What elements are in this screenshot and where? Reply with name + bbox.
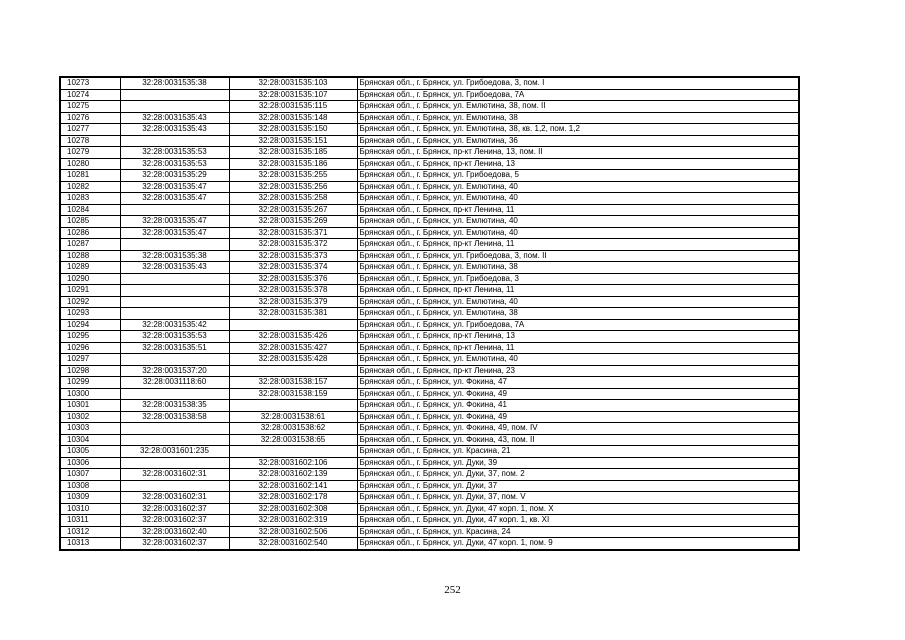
- address-cell: Брянская обл., г. Брянск, ул. Дуки, 47 корп. 1, кв. XI: [357, 515, 799, 527]
- land-plot-cadastral-cell: [120, 285, 229, 297]
- building-cadastral-cell: 32:28:0031535:256: [229, 181, 357, 193]
- address-cell: Брянская обл., г. Брянск, ул. Емлютина, 40: [357, 216, 799, 228]
- address-cell: Брянская обл., г. Брянск, ул. Емлютина, 40: [357, 181, 799, 193]
- table-row: [60, 331, 799, 343]
- address-cell: Брянская обл., г. Брянск, ул. Емлютина, 38, кв. 1,2, пом. 1,2: [357, 124, 799, 136]
- building-cadastral-cell: 32:28:0031535:107: [229, 89, 357, 101]
- building-cadastral-cell: 32:28:0031535:269: [229, 216, 357, 228]
- building-cadastral-cell: 32:28:0031535:185: [229, 147, 357, 159]
- address-cell: Брянская обл., г. Брянск, ул. Дуки, 47 корп. 1, пом. Х: [357, 503, 799, 515]
- building-cadastral-cell: 32:28:0031535:267: [229, 204, 357, 216]
- table-row: [60, 147, 799, 159]
- land-plot-cadastral-cell: [120, 296, 229, 308]
- land-plot-cadastral-cell: [120, 457, 229, 469]
- land-plot-cadastral-cell: 32:28:0031602:37: [120, 515, 229, 527]
- table-row: [60, 538, 799, 550]
- building-cadastral-cell: 32:28:0031535:379: [229, 296, 357, 308]
- table-row: [60, 193, 799, 205]
- table-row: [60, 434, 799, 446]
- row-number-cell: 10278: [60, 135, 120, 147]
- land-plot-cadastral-cell: 32:28:0031601:235: [120, 446, 229, 458]
- land-plot-cadastral-cell: 32:28:0031535:43: [120, 112, 229, 124]
- building-cadastral-cell: 32:28:0031602:540: [229, 538, 357, 550]
- land-plot-cadastral-cell: 32:28:0031535:43: [120, 124, 229, 136]
- building-cadastral-cell: 32:28:0031602:319: [229, 515, 357, 527]
- land-plot-cadastral-cell: 32:28:0031535:38: [120, 77, 229, 89]
- table-row: [60, 388, 799, 400]
- table-row: [60, 469, 799, 481]
- row-number-cell: 10297: [60, 354, 120, 366]
- table-row: [60, 365, 799, 377]
- row-number-cell: 10298: [60, 365, 120, 377]
- building-cadastral-cell: 32:28:0031535:381: [229, 308, 357, 320]
- land-plot-cadastral-cell: [120, 239, 229, 251]
- building-cadastral-cell: 32:28:0031535:427: [229, 342, 357, 354]
- address-cell: Брянская обл., г. Брянск, ул. Грибоедова, 7А: [357, 89, 799, 101]
- address-cell: Брянская обл., г. Брянск, ул. Грибоедова, 3, пом. II: [357, 250, 799, 262]
- table-row: [60, 480, 799, 492]
- table-row: [60, 492, 799, 504]
- land-plot-cadastral-cell: [120, 273, 229, 285]
- address-cell: Брянская обл., г. Брянск, ул. Фокина, 49: [357, 411, 799, 423]
- table-row: [60, 227, 799, 239]
- land-plot-cadastral-cell: 32:28:0031538:58: [120, 411, 229, 423]
- row-number-cell: 10300: [60, 388, 120, 400]
- land-plot-cadastral-cell: 32:28:0031602:37: [120, 538, 229, 550]
- building-cadastral-cell: 32:28:0031535:150: [229, 124, 357, 136]
- row-number-cell: 10307: [60, 469, 120, 481]
- land-plot-cadastral-cell: 32:28:0031535:47: [120, 216, 229, 228]
- row-number-cell: 10280: [60, 158, 120, 170]
- row-number-cell: 10309: [60, 492, 120, 504]
- land-plot-cadastral-cell: [120, 423, 229, 435]
- row-number-cell: 10284: [60, 204, 120, 216]
- row-number-cell: 10289: [60, 262, 120, 274]
- row-number-cell: 10274: [60, 89, 120, 101]
- table-row: [60, 124, 799, 136]
- row-number-cell: 10312: [60, 526, 120, 538]
- building-cadastral-cell: 32:28:0031602:506: [229, 526, 357, 538]
- land-plot-cadastral-cell: [120, 388, 229, 400]
- building-cadastral-cell: 32:28:0031538:157: [229, 377, 357, 389]
- address-cell: Брянская обл., г. Брянск, ул. Емлютина, 40: [357, 227, 799, 239]
- table-row: [60, 204, 799, 216]
- address-cell: Брянская обл., г. Брянск, пр-кт Ленина, 13, пом. II: [357, 147, 799, 159]
- row-number-cell: 10294: [60, 319, 120, 331]
- page-number: 252: [444, 584, 461, 596]
- address-cell: Брянская обл., г. Брянск, ул. Дуки, 37: [357, 480, 799, 492]
- building-cadastral-cell: 32:28:0031602:178: [229, 492, 357, 504]
- address-cell: Брянская обл., г. Брянск, ул. Грибоедова, 7А: [357, 319, 799, 331]
- row-number-cell: 10303: [60, 423, 120, 435]
- address-cell: Брянская обл., г. Брянск, ул. Фокина, 43, пом. II: [357, 434, 799, 446]
- building-cadastral-cell: 32:28:0031535:151: [229, 135, 357, 147]
- building-cadastral-cell: 32:28:0031535:373: [229, 250, 357, 262]
- building-cadastral-cell: 32:28:0031538:65: [229, 434, 357, 446]
- row-number-cell: 10290: [60, 273, 120, 285]
- row-number-cell: 10302: [60, 411, 120, 423]
- building-cadastral-cell: 32:28:0031602:308: [229, 503, 357, 515]
- address-cell: Брянская обл., г. Брянск, ул. Емлютина, 36: [357, 135, 799, 147]
- building-cadastral-cell: 32:28:0031535:115: [229, 101, 357, 113]
- address-cell: Брянская обл., г. Брянск, ул. Емлютина, 40: [357, 193, 799, 205]
- row-number-cell: 10276: [60, 112, 120, 124]
- land-plot-cadastral-cell: [120, 308, 229, 320]
- land-plot-cadastral-cell: 32:28:0031602:31: [120, 469, 229, 481]
- table-row: [60, 423, 799, 435]
- table-row: [60, 400, 799, 412]
- building-cadastral-cell: 32:28:0031535:255: [229, 170, 357, 182]
- land-plot-cadastral-cell: 32:28:0031535:51: [120, 342, 229, 354]
- row-number-cell: 10308: [60, 480, 120, 492]
- land-plot-cadastral-cell: 32:28:0031535:38: [120, 250, 229, 262]
- table-row: [60, 262, 799, 274]
- row-number-cell: 10313: [60, 538, 120, 550]
- land-plot-cadastral-cell: 32:28:0031535:29: [120, 170, 229, 182]
- building-cadastral-cell: 32:28:0031602:141: [229, 480, 357, 492]
- row-number-cell: 10304: [60, 434, 120, 446]
- land-plot-cadastral-cell: [120, 480, 229, 492]
- address-cell: Брянская обл., г. Брянск, ул. Емлютина, 38: [357, 262, 799, 274]
- land-plot-cadastral-cell: [120, 89, 229, 101]
- address-cell: Брянская обл., г. Брянск, ул. Фокина, 49, пом. IV: [357, 423, 799, 435]
- table-row: [60, 377, 799, 389]
- table-row: [60, 158, 799, 170]
- land-plot-cadastral-cell: 32:28:0031535:53: [120, 158, 229, 170]
- row-number-cell: 10310: [60, 503, 120, 515]
- table-row: [60, 342, 799, 354]
- row-number-cell: 10279: [60, 147, 120, 159]
- address-cell: Брянская обл., г. Брянск, пр-кт Ленина, 11: [357, 239, 799, 251]
- table-row: [60, 446, 799, 458]
- building-cadastral-cell: 32:28:0031538:159: [229, 388, 357, 400]
- building-cadastral-cell: [229, 365, 357, 377]
- building-cadastral-cell: 32:28:0031535:428: [229, 354, 357, 366]
- row-number-cell: 10291: [60, 285, 120, 297]
- table-row: [60, 135, 799, 147]
- table-row: [60, 457, 799, 469]
- building-cadastral-cell: 32:28:0031602:139: [229, 469, 357, 481]
- building-cadastral-cell: 32:28:0031535:258: [229, 193, 357, 205]
- building-cadastral-cell: 32:28:0031535:426: [229, 331, 357, 343]
- address-cell: Брянская обл., г. Брянск, ул. Грибоедова, 3: [357, 273, 799, 285]
- land-plot-cadastral-cell: [120, 354, 229, 366]
- row-number-cell: 10295: [60, 331, 120, 343]
- row-number-cell: 10305: [60, 446, 120, 458]
- table-row: [60, 526, 799, 538]
- row-number-cell: 10299: [60, 377, 120, 389]
- row-number-cell: 10301: [60, 400, 120, 412]
- land-plot-cadastral-cell: 32:28:0031537:20: [120, 365, 229, 377]
- land-plot-cadastral-cell: 32:28:0031535:47: [120, 227, 229, 239]
- land-plot-cadastral-cell: [120, 204, 229, 216]
- row-number-cell: 10282: [60, 181, 120, 193]
- address-cell: Брянская обл., г. Брянск, ул. Красина, 21: [357, 446, 799, 458]
- table-row: [60, 181, 799, 193]
- building-cadastral-cell: [229, 319, 357, 331]
- address-cell: Брянская обл., г. Брянск, ул. Грибоедова, 5: [357, 170, 799, 182]
- address-cell: Брянская обл., г. Брянск, пр-кт Ленина, 23: [357, 365, 799, 377]
- row-number-cell: 10287: [60, 239, 120, 251]
- land-plot-cadastral-cell: 32:28:0031538:35: [120, 400, 229, 412]
- row-number-cell: 10286: [60, 227, 120, 239]
- address-cell: Брянская обл., г. Брянск, пр-кт Ленина, 13: [357, 158, 799, 170]
- address-cell: Брянская обл., г. Брянск, ул. Дуки, 37, пом. V: [357, 492, 799, 504]
- table-row: [60, 101, 799, 113]
- building-cadastral-cell: 32:28:0031535:103: [229, 77, 357, 89]
- address-cell: Брянская обл., г. Брянск, ул. Емлютина, 38: [357, 308, 799, 320]
- building-cadastral-cell: [229, 400, 357, 412]
- table-row: [60, 77, 799, 89]
- address-cell: Брянская обл., г. Брянск, ул. Емлютина, 40: [357, 296, 799, 308]
- row-number-cell: 10296: [60, 342, 120, 354]
- table-row: [60, 308, 799, 320]
- address-cell: Брянская обл., г. Брянск, пр-кт Ленина, 13: [357, 331, 799, 343]
- row-number-cell: 10288: [60, 250, 120, 262]
- building-cadastral-cell: [229, 446, 357, 458]
- building-cadastral-cell: 32:28:0031535:186: [229, 158, 357, 170]
- land-plot-cadastral-cell: 32:28:0031535:42: [120, 319, 229, 331]
- land-plot-cadastral-cell: 32:28:0031602:37: [120, 503, 229, 515]
- table-row: [60, 319, 799, 331]
- building-cadastral-cell: 32:28:0031535:374: [229, 262, 357, 274]
- row-number-cell: 10283: [60, 193, 120, 205]
- address-cell: Брянская обл., г. Брянск, ул. Емлютина, 38, пом. II: [357, 101, 799, 113]
- table-row: [60, 296, 799, 308]
- land-plot-cadastral-cell: 32:28:0031602:40: [120, 526, 229, 538]
- row-number-cell: 10285: [60, 216, 120, 228]
- table-row: [60, 239, 799, 251]
- land-plot-cadastral-cell: [120, 135, 229, 147]
- land-plot-cadastral-cell: 32:28:0031118:60: [120, 377, 229, 389]
- address-cell: Брянская обл., г. Брянск, ул. Емлютина, 40: [357, 354, 799, 366]
- address-cell: Брянская обл., г. Брянск, ул. Дуки, 47 корп. 1, пом. 9: [357, 538, 799, 550]
- land-plot-cadastral-cell: 32:28:0031535:47: [120, 181, 229, 193]
- table-row: [60, 273, 799, 285]
- row-number-cell: 10273: [60, 77, 120, 89]
- land-plot-cadastral-cell: 32:28:0031602:31: [120, 492, 229, 504]
- land-plot-cadastral-cell: [120, 101, 229, 113]
- address-cell: Брянская обл., г. Брянск, ул. Дуки, 39: [357, 457, 799, 469]
- building-cadastral-cell: 32:28:0031535:378: [229, 285, 357, 297]
- address-cell: Брянская обл., г. Брянск, ул. Дуки, 37, пом. 2: [357, 469, 799, 481]
- building-cadastral-cell: 32:28:0031535:372: [229, 239, 357, 251]
- table-row: [60, 354, 799, 366]
- land-plot-cadastral-cell: 32:28:0031535:53: [120, 331, 229, 343]
- registry-body: [60, 77, 799, 550]
- row-number-cell: 10311: [60, 515, 120, 527]
- row-number-cell: 10277: [60, 124, 120, 136]
- land-plot-cadastral-cell: 32:28:0031535:43: [120, 262, 229, 274]
- table-row: [60, 170, 799, 182]
- table-row: [60, 250, 799, 262]
- address-cell: Брянская обл., г. Брянск, ул. Фокина, 49: [357, 388, 799, 400]
- address-cell: Брянская обл., г. Брянск, ул. Фокина, 41: [357, 400, 799, 412]
- row-number-cell: 10275: [60, 101, 120, 113]
- table-row: [60, 515, 799, 527]
- building-cadastral-cell: 32:28:0031535:148: [229, 112, 357, 124]
- building-cadastral-cell: 32:28:0031535:371: [229, 227, 357, 239]
- row-number-cell: 10292: [60, 296, 120, 308]
- address-cell: Брянская обл., г. Брянск, пр-кт Ленина, 11: [357, 285, 799, 297]
- table-row: [60, 216, 799, 228]
- land-plot-cadastral-cell: 32:28:0031535:53: [120, 147, 229, 159]
- table-row: [60, 503, 799, 515]
- row-number-cell: 10281: [60, 170, 120, 182]
- address-cell: Брянская обл., г. Брянск, ул. Грибоедова, 3, пом. I: [357, 77, 799, 89]
- address-cell: Брянская обл., г. Брянск, пр-кт Ленина, 11: [357, 342, 799, 354]
- row-number-cell: 10306: [60, 457, 120, 469]
- table-row: [60, 285, 799, 297]
- registry-table: [59, 76, 800, 551]
- address-cell: Брянская обл., г. Брянск, ул. Фокина, 47: [357, 377, 799, 389]
- building-cadastral-cell: 32:28:0031538:61: [229, 411, 357, 423]
- building-cadastral-cell: 32:28:0031538:62: [229, 423, 357, 435]
- address-cell: Брянская обл., г. Брянск, пр-кт Ленина, 11: [357, 204, 799, 216]
- address-cell: Брянская обл., г. Брянск, ул. Емлютина, 38: [357, 112, 799, 124]
- table-row: [60, 411, 799, 423]
- table-row: [60, 112, 799, 124]
- address-cell: Брянская обл., г. Брянск, ул. Красина, 24: [357, 526, 799, 538]
- building-cadastral-cell: 32:28:0031535:376: [229, 273, 357, 285]
- building-cadastral-cell: 32:28:0031602:106: [229, 457, 357, 469]
- land-plot-cadastral-cell: [120, 434, 229, 446]
- table-row: [60, 89, 799, 101]
- land-plot-cadastral-cell: 32:28:0031535:47: [120, 193, 229, 205]
- row-number-cell: 10293: [60, 308, 120, 320]
